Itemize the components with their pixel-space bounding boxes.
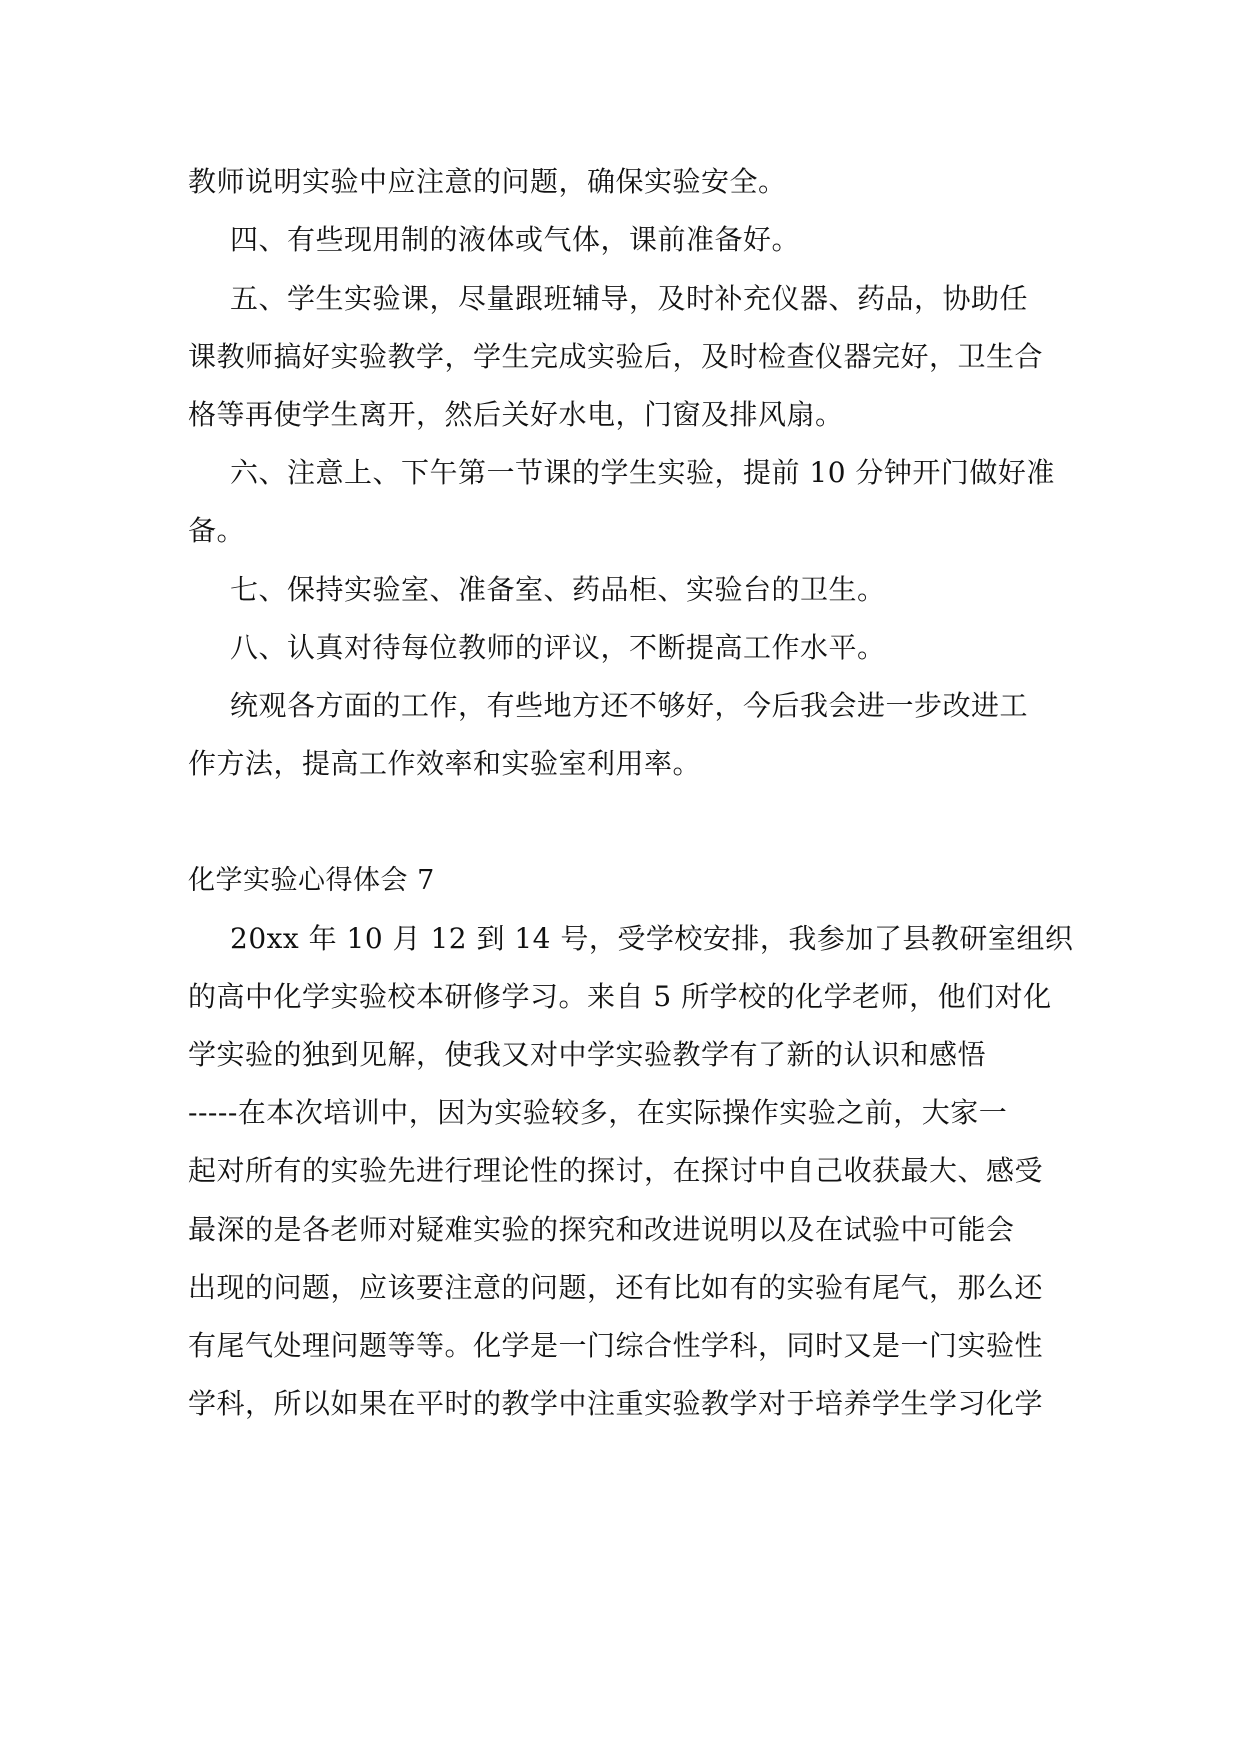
paragraph-line: 学科，所以如果在平时的教学中注重实验教学对于培养学生学习化学 <box>188 1387 1044 1420</box>
paragraph-line: 教师说明实验中应注意的问题，确保实验安全。 <box>188 165 787 198</box>
paragraph-line: -----在本次培训中，因为实验较多，在实际操作实验之前，大家一 <box>188 1096 1008 1129</box>
paragraph-line: 起对所有的实验先进行理论性的探讨，在探讨中自己收获最大、感受 <box>188 1154 1044 1187</box>
paragraph-line: 七、保持实验室、准备室、药品柜、实验台的卫生。 <box>230 573 886 606</box>
paragraph-line: 出现的问题，应该要注意的问题，还有比如有的实验有尾气，那么还 <box>188 1271 1044 1304</box>
paragraph-line: 五、学生实验课，尽量跟班辅导，及时补充仪器、药品，协助任 <box>230 282 1029 315</box>
paragraph-line: 最深的是各老师对疑难实验的探究和改进说明以及在试验中可能会 <box>188 1213 1015 1246</box>
section-title: 化学实验心得体会 7 <box>188 865 435 896</box>
paragraph-line: 四、有些现用制的液体或气体，课前准备好。 <box>230 223 801 256</box>
paragraph-line: 20xx 年 10 月 12 到 14 号，受学校安排，我参加了县教研室组织 <box>230 922 1074 955</box>
paragraph-line: 有尾气处理问题等等。化学是一门综合性学科，同时又是一门实验性 <box>188 1329 1044 1362</box>
paragraph-line: 的高中化学实验校本研修学习。来自 5 所学校的化学老师，他们对化 <box>188 980 1052 1013</box>
paragraph-line: 格等再使学生离开，然后关好水电，门窗及排风扇。 <box>188 398 844 431</box>
paragraph-line: 学实验的独到见解，使我又对中学实验教学有了新的认识和感悟 <box>188 1038 987 1071</box>
paragraph-line: 八、认真对待每位教师的评议，不断提高工作水平。 <box>230 631 886 664</box>
paragraph-line: 统观各方面的工作，有些地方还不够好，今后我会进一步改进工 <box>230 689 1029 722</box>
paragraph-line: 备。 <box>188 514 246 547</box>
paragraph-line: 六、注意上、下午第一节课的学生实验，提前 10 分钟开门做好准 <box>230 456 1055 489</box>
paragraph-line: 课教师搞好实验教学，学生完成实验后，及时检查仪器完好，卫生合 <box>188 340 1044 373</box>
paragraph-line: 作方法，提高工作效率和实验室利用率。 <box>188 747 702 780</box>
